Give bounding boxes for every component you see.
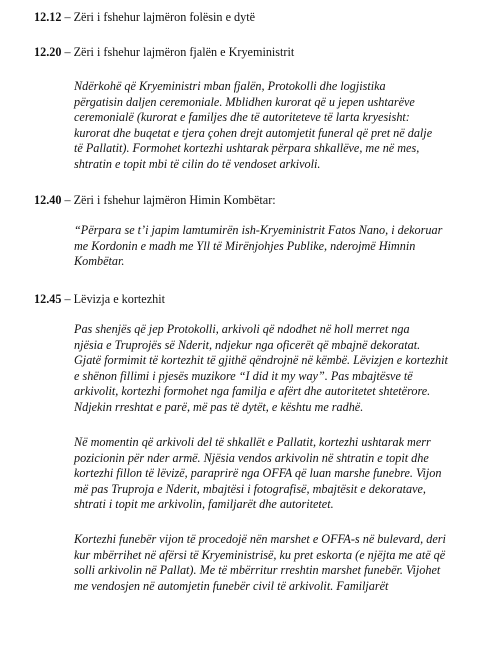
text-line: njësia e Truprojës së Nderit, ndjekur nga oficerët që mbajnë dekoratat. [74,337,421,352]
schedule-entry-1245 [34,292,165,306]
paragraph-cortege-formation [74,322,494,416]
text-line: shtratin e topit mbi të cilin do të vendoset arkivoli. [74,156,321,171]
text-line: kortezhi fillon të lëvizë, paraprirë nga OFFA që luan marshe funebre. Vijon [74,466,442,481]
text-line: Ndërkohë që Kryeministri mban fjalën, Protokolli dhe logjistika [74,79,386,93]
entry-time: 12.45 [34,292,62,306]
text-line: e shënon fillimi i pjesës muzikore “I did it my way”. Pas mbajtësve të [74,368,413,383]
schedule-entry-1240 [34,193,276,207]
entry-text: – Zëri i fshehur lajmëron fjalën e Kryeministrit [61,45,295,59]
entry-time: 12.40 [34,193,62,207]
text-line: pozicionin për nder armë. Njësia vendos arkivolin në shtratin e topit dhe [74,450,429,465]
text-line: Pas shenjës që jep Protokolli, arkivoli që ndodhet në holl merret nga [74,322,410,336]
text-line: përgatisin daljen ceremoniale. Mblidhen kurorat që u jepen ushtarëve [74,94,415,109]
text-line: ceremonialë (kurorat e familjes dhe të autoriteteve të larta kryesisht: [74,110,410,125]
text-line: shtrati i topit me arkivolin, familjarët dhe autoritetet. [74,497,334,512]
schedule-entry-1220 [34,45,294,59]
entry-text: – Lëvizja e kortezhit [61,292,165,306]
text-line: të Pallatit). Formohet kortezhi ushtarak përpara shkallëve, me në mes, [74,141,420,156]
text-line: arkivolit, kortezhi formohet nga familja e afërt dhe autoritetet shtetërore. [74,384,431,399]
text-line: kur mbërrihet në afërsi të Kryeministrisë, ku pret eskorta (e njëjta me atë që [74,547,446,562]
text-line: Në momentin që arkivoli del të shkallët e Pallatit, kortezhi ushtarak merr [74,435,431,449]
paragraph-cortege-movement [74,435,494,513]
entry-text: – Zëri i fshehur lajmëron folësin e dytë [61,10,256,24]
paragraph-ceremonial-exit [74,79,494,173]
entry-time: 12.20 [34,45,62,59]
text-line: “Përpara se t’i japim lamtumirën ish-Kryeministrit Fatos Nano, i dekoruar [74,223,443,237]
entry-time: 12.12 [34,10,62,24]
text-line: solli arkivolin në Pallat). Me të mbërritur rreshtin marshet funebër. Vijohet [74,563,441,578]
schedule-entry-1212 [34,10,255,24]
text-line: kurorat dhe buqetat e tjera çohen drejt automjetit funeral që pret në dalje [74,125,433,140]
text-line: Kortezhi funebër vijon të procedojë nën marshet e OFFA-s në bulevard, deri [74,532,446,546]
text-line: me Kordonin e madh me Yll të Mirënjohjes Publike, nderojmë Himnin [74,238,416,253]
text-line: Ndjekin rreshtat e parë, më pas të dytët, e kështu me radhë. [74,399,364,414]
text-line: më pas Truproja e Nderit, mbajtësi i fotografisë, mbajtësit e dekoratave, [74,481,426,496]
paragraph-anthem-announcement [74,223,494,270]
entry-text: – Zëri i fshehur lajmëron Himin Kombëtar: [61,193,276,207]
paragraph-funeral-procession [74,532,494,594]
text-line: Gjatë formimit të kortezhit të gjithë qëndrojnë në këmbë. Lëvizjen e kortezhit [74,353,448,368]
text-line: Kombëtar. [74,254,125,269]
text-line: me vendosjen në automjetin funebër civil të arkivolit. Familjarët [74,578,389,593]
